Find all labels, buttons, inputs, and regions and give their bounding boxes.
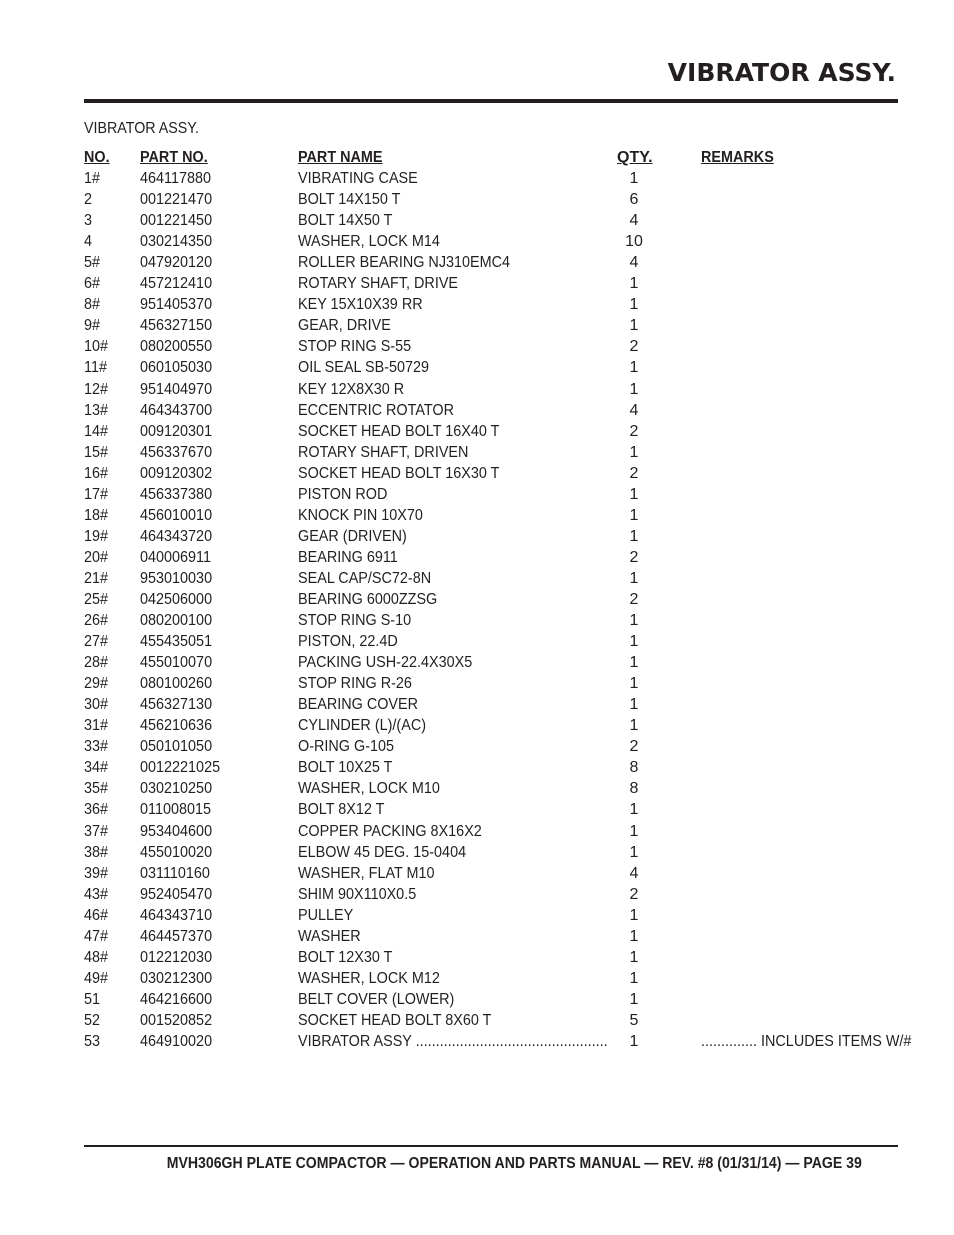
table-row (84, 189, 884, 210)
cell-part-name: WASHER, LOCK M14 (298, 233, 440, 251)
table-row (84, 294, 884, 315)
table-row (84, 947, 884, 968)
cell-qty: 1 (629, 633, 639, 651)
cell-part-name: STOP RING S-10 (298, 612, 412, 630)
table-row (84, 1031, 912, 1052)
cell-part-name: WASHER, FLAT M10 (298, 864, 435, 882)
cell-part-name: BEARING 6000ZZSG (298, 590, 438, 608)
cell-part-no: 001221450 (140, 212, 213, 230)
cell-no: 11# (84, 359, 107, 377)
cell-part-no: 030210250 (140, 780, 213, 798)
cell-part-name: VIBRATOR ASSY ................................................ (298, 1032, 608, 1050)
cell-part-name: ROLLER BEARING NJ310EMC4 (298, 254, 511, 272)
table-row (84, 273, 884, 294)
cell-qty: 1 (629, 675, 639, 693)
cell-qty: 1 (629, 822, 639, 840)
cell-qty: 1 (629, 296, 639, 314)
cell-part-name: WASHER (298, 927, 361, 945)
table-row (84, 694, 884, 715)
table-row (84, 526, 884, 547)
cell-qty: 1 (629, 990, 639, 1008)
table-row (84, 652, 884, 673)
cell-part-name: ELBOW 45 DEG. 15-0404 (298, 843, 467, 861)
cell-qty: 1 (629, 170, 639, 188)
cell-part-no: 951404970 (140, 380, 213, 398)
cell-part-no: 080200100 (140, 612, 213, 630)
cell-qty: 1 (629, 1032, 639, 1050)
page-footer: MVH306GH PLATE COMPACTOR — OPERATION AND PARTS MANUAL — REV. #8 (01/31/14) — PAGE 39 (166, 1155, 862, 1172)
cell-part-name: WASHER, LOCK M12 (298, 969, 440, 987)
cell-no: 3 (84, 212, 93, 230)
table-row (84, 442, 884, 463)
cell-qty: 1 (629, 927, 639, 945)
cell-qty: 1 (629, 443, 639, 461)
footer-rule (84, 1145, 898, 1147)
cell-qty: 1 (629, 906, 639, 924)
cell-part-name: CYLINDER (L)/(AC) (298, 717, 427, 735)
cell-no: 1# (84, 170, 101, 188)
cell-part-no: 030212300 (140, 969, 213, 987)
cell-no: 36# (84, 801, 109, 819)
column-header-part-no: PART NO. (140, 149, 208, 166)
table-body (84, 168, 912, 1052)
cell-qty: 1 (629, 317, 639, 335)
cell-part-name: BOLT 12X30 T (298, 948, 393, 966)
cell-no: 53 (84, 1032, 101, 1050)
table-row (84, 968, 884, 989)
table-row (84, 589, 884, 610)
cell-qty: 2 (629, 738, 639, 756)
table-row (84, 252, 884, 273)
cell-part-name: BEARING COVER (298, 696, 419, 714)
cell-qty: 1 (629, 717, 639, 735)
cell-part-name: COPPER PACKING 8X16X2 (298, 822, 482, 840)
cell-part-no: 455010070 (140, 654, 213, 672)
table-row (84, 547, 884, 568)
cell-qty: 2 (629, 464, 639, 482)
cell-part-name: BEARING 6911 (298, 548, 398, 566)
cell-part-name: PISTON ROD (298, 485, 388, 503)
cell-part-no: 456327130 (140, 696, 213, 714)
cell-part-name: SOCKET HEAD BOLT 16X40 T (298, 422, 500, 440)
cell-part-name: BELT COVER (LOWER) (298, 990, 455, 1008)
cell-part-name: PACKING USH-22.4X30X5 (298, 654, 473, 672)
table-row (84, 336, 884, 357)
cell-no: 26# (84, 612, 109, 630)
cell-no: 31# (84, 717, 109, 735)
table-row (84, 357, 884, 378)
cell-part-no: 456337670 (140, 443, 213, 461)
cell-no: 6# (84, 275, 101, 293)
table-row (84, 989, 884, 1010)
cell-no: 30# (84, 696, 109, 714)
cell-part-name: ECCENTRIC ROTATOR (298, 401, 455, 419)
cell-no: 33# (84, 738, 109, 756)
cell-part-no: 080100260 (140, 675, 213, 693)
cell-part-no: 464910020 (140, 1032, 213, 1050)
cell-part-name: BOLT 8X12 T (298, 801, 385, 819)
cell-qty: 1 (629, 843, 639, 861)
cell-part-name: GEAR (DRIVEN) (298, 527, 407, 545)
cell-part-no: 047920120 (140, 254, 213, 272)
cell-part-name: SOCKET HEAD BOLT 16X30 T (298, 464, 500, 482)
cell-part-no: 001221470 (140, 191, 213, 209)
cell-part-no: 464457370 (140, 927, 213, 945)
cell-qty: 2 (629, 338, 639, 356)
cell-no: 17# (84, 485, 109, 503)
cell-part-no: 953010030 (140, 569, 213, 587)
column-header-part-name: PART NAME (298, 149, 383, 166)
cell-part-no: 464216600 (140, 990, 213, 1008)
cell-part-name: STOP RING S-55 (298, 338, 412, 356)
cell-part-no: 030214350 (140, 233, 213, 251)
cell-part-no: 080200550 (140, 338, 213, 356)
cell-qty: 1 (629, 380, 639, 398)
table-row (84, 610, 884, 631)
cell-part-no: 031110160 (140, 864, 210, 882)
cell-no: 48# (84, 948, 109, 966)
cell-no: 4 (84, 233, 93, 251)
cell-no: 38# (84, 843, 109, 861)
cell-part-no: 001520852 (140, 1011, 213, 1029)
cell-part-name: SEAL CAP/SC72-8N (298, 569, 432, 587)
table-row (84, 715, 884, 736)
cell-part-name: O-RING G-105 (298, 738, 395, 756)
table-row (84, 505, 884, 526)
cell-no: 13# (84, 401, 109, 419)
table-row (84, 842, 884, 863)
table-row (84, 421, 884, 442)
cell-part-name: WASHER, LOCK M10 (298, 780, 440, 798)
cell-no: 18# (84, 506, 109, 524)
table-row (84, 821, 884, 842)
cell-qty: 10 (625, 233, 643, 251)
cell-no: 37# (84, 822, 109, 840)
cell-no: 9# (84, 317, 101, 335)
cell-no: 35# (84, 780, 109, 798)
cell-qty: 1 (629, 359, 639, 377)
cell-part-no: 456327150 (140, 317, 213, 335)
cell-part-no: 464343710 (140, 906, 213, 924)
cell-part-no: 456210636 (140, 717, 213, 735)
cell-part-name: STOP RING R-26 (298, 675, 412, 693)
cell-qty: 2 (629, 548, 639, 566)
table-header-row (84, 147, 884, 168)
cell-no: 49# (84, 969, 109, 987)
cell-qty: 1 (629, 506, 639, 524)
table-row (84, 379, 884, 400)
cell-no: 19# (84, 527, 109, 545)
cell-part-name: GEAR, DRIVE (298, 317, 391, 335)
cell-qty: 1 (629, 485, 639, 503)
cell-qty: 1 (629, 654, 639, 672)
cell-part-no: 012212030 (140, 948, 213, 966)
table-row (84, 463, 884, 484)
cell-qty: 8 (629, 780, 639, 798)
cell-part-name: SOCKET HEAD BOLT 8X60 T (298, 1011, 492, 1029)
cell-no: 2 (84, 191, 93, 209)
cell-no: 52 (84, 1011, 101, 1029)
cell-qty: 4 (629, 401, 639, 419)
cell-part-no: 042506000 (140, 590, 213, 608)
cell-no: 12# (84, 380, 109, 398)
cell-qty: 2 (629, 590, 639, 608)
cell-part-no: 050101050 (140, 738, 213, 756)
cell-part-no: 953404600 (140, 822, 213, 840)
cell-qty: 1 (629, 275, 639, 293)
cell-part-no: 040006911 (140, 548, 212, 566)
section-subtitle: VIBRATOR ASSY. (84, 120, 199, 137)
table-row (84, 484, 884, 505)
cell-part-no: 464343720 (140, 527, 213, 545)
cell-part-name: BOLT 10X25 T (298, 759, 393, 777)
cell-no: 43# (84, 885, 109, 903)
cell-no: 5# (84, 254, 101, 272)
cell-part-no: 0012221025 (140, 759, 221, 777)
cell-part-no: 456010010 (140, 506, 213, 524)
cell-qty: 5 (629, 1011, 639, 1029)
cell-qty: 1 (629, 612, 639, 630)
cell-qty: 1 (629, 801, 639, 819)
cell-no: 47# (84, 927, 109, 945)
table-row (84, 736, 884, 757)
cell-no: 46# (84, 906, 109, 924)
cell-qty: 8 (629, 759, 639, 777)
table-row (84, 400, 884, 421)
cell-part-name: ROTARY SHAFT, DRIVE (298, 275, 459, 293)
table-row (84, 926, 884, 947)
cell-part-name: VIBRATING CASE (298, 170, 418, 188)
column-header-no: NO. (84, 149, 110, 166)
cell-part-no: 457212410 (140, 275, 213, 293)
cell-part-name: KEY 15X10X39 RR (298, 296, 423, 314)
cell-qty: 2 (629, 885, 639, 903)
parts-table (84, 147, 912, 1052)
cell-part-no: 455435051 (140, 633, 213, 651)
cell-qty: 1 (629, 527, 639, 545)
cell-part-no: 009120302 (140, 464, 213, 482)
cell-qty: 1 (629, 569, 639, 587)
table-row (84, 231, 884, 252)
cell-part-name: OIL SEAL SB-50729 (298, 359, 430, 377)
cell-no: 39# (84, 864, 109, 882)
table-row (84, 168, 884, 189)
table-row (84, 884, 884, 905)
cell-part-name: ROTARY SHAFT, DRIVEN (298, 443, 469, 461)
cell-part-no: 951405370 (140, 296, 213, 314)
cell-qty: 1 (629, 969, 639, 987)
cell-part-name: PISTON, 22.4D (298, 633, 398, 651)
cell-part-no: 060105030 (140, 359, 213, 377)
table-row (84, 863, 884, 884)
cell-no: 34# (84, 759, 109, 777)
cell-no: 20# (84, 548, 109, 566)
cell-part-name: KNOCK PIN 10X70 (298, 506, 423, 524)
table-row (84, 778, 884, 799)
table-row (84, 210, 884, 231)
cell-no: 21# (84, 569, 109, 587)
cell-part-name: PULLEY (298, 906, 354, 924)
table-row (84, 315, 884, 336)
table-row (84, 1010, 884, 1031)
cell-part-no: 952405470 (140, 885, 213, 903)
table-row (84, 799, 884, 820)
cell-qty: 4 (629, 212, 639, 230)
cell-no: 10# (84, 338, 109, 356)
cell-no: 25# (84, 590, 109, 608)
column-header-remarks: REMARKS (701, 149, 774, 166)
cell-part-no: 011008015 (140, 801, 212, 819)
cell-qty: 4 (629, 254, 639, 272)
cell-part-no: 464117880 (140, 170, 212, 188)
cell-part-name: SHIM 90X110X0.5 (298, 885, 417, 903)
cell-part-no: 009120301 (140, 422, 213, 440)
cell-no: 27# (84, 633, 109, 651)
cell-no: 16# (84, 464, 109, 482)
table-row (84, 568, 884, 589)
page-title: VIBRATOR ASSY. (667, 58, 896, 87)
table-row (84, 631, 884, 652)
cell-no: 15# (84, 443, 109, 461)
cell-part-no: 464343700 (140, 401, 213, 419)
cell-qty: 1 (629, 696, 639, 714)
cell-no: 28# (84, 654, 109, 672)
cell-no: 8# (84, 296, 101, 314)
cell-part-no: 455010020 (140, 843, 213, 861)
cell-no: 14# (84, 422, 109, 440)
cell-qty: 6 (629, 191, 639, 209)
cell-remarks: .............. INCLUDES ITEMS W/# (701, 1032, 912, 1050)
table-row (84, 905, 884, 926)
column-header-qty: QTY. (617, 149, 653, 166)
cell-part-no: 456337380 (140, 485, 213, 503)
cell-qty: 2 (629, 422, 639, 440)
table-row (84, 673, 884, 694)
cell-qty: 1 (629, 948, 639, 966)
cell-part-name: BOLT 14X50 T (298, 212, 393, 230)
cell-part-name: BOLT 14X150 T (298, 191, 401, 209)
header-rule (84, 99, 898, 103)
cell-part-name: KEY 12X8X30 R (298, 380, 405, 398)
cell-qty: 4 (629, 864, 639, 882)
table-row (84, 757, 884, 778)
cell-no: 29# (84, 675, 109, 693)
cell-no: 51 (84, 990, 101, 1008)
